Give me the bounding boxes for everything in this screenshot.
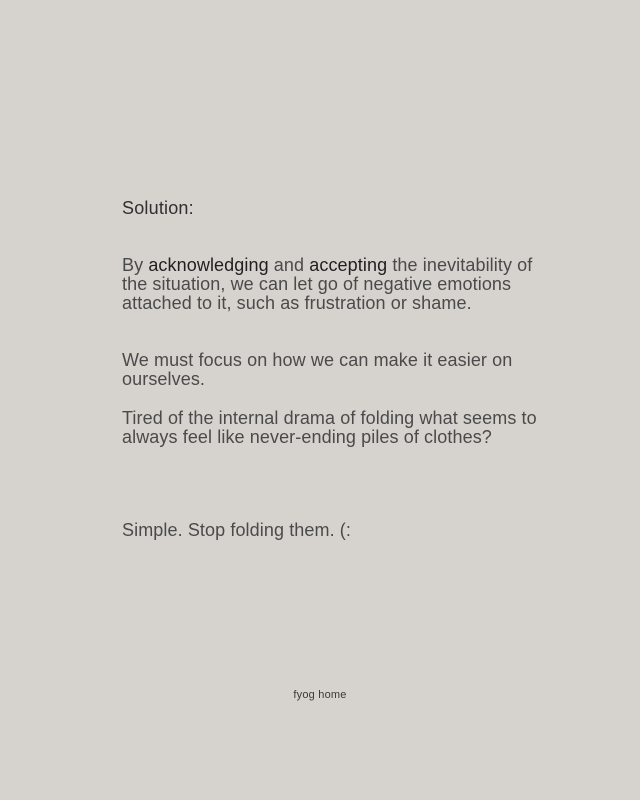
emphasis-acknowledging: acknowledging [148,255,269,275]
paragraph-answer: Simple. Stop folding them. (: [122,520,352,540]
paragraph-acknowledge [122,256,542,313]
paragraph-focus: We must focus on how we can make it easier on ourselves. [122,350,513,389]
paragraph1-text-3: the inevitability of the situation, we can let go of negative emotions attached to it, such as frustration or shame. [122,255,533,313]
paragraph1-text-2: and [268,255,310,275]
emphasis-accepting: accepting [309,255,388,275]
brand-footer: fyog home [293,689,347,701]
page-heading: Solution: [122,198,194,218]
paragraph1-text-1: By [122,255,149,275]
paragraph-question: Tired of the internal drama of folding what seems to always feel like never-ending piles of clothes? [122,408,537,447]
